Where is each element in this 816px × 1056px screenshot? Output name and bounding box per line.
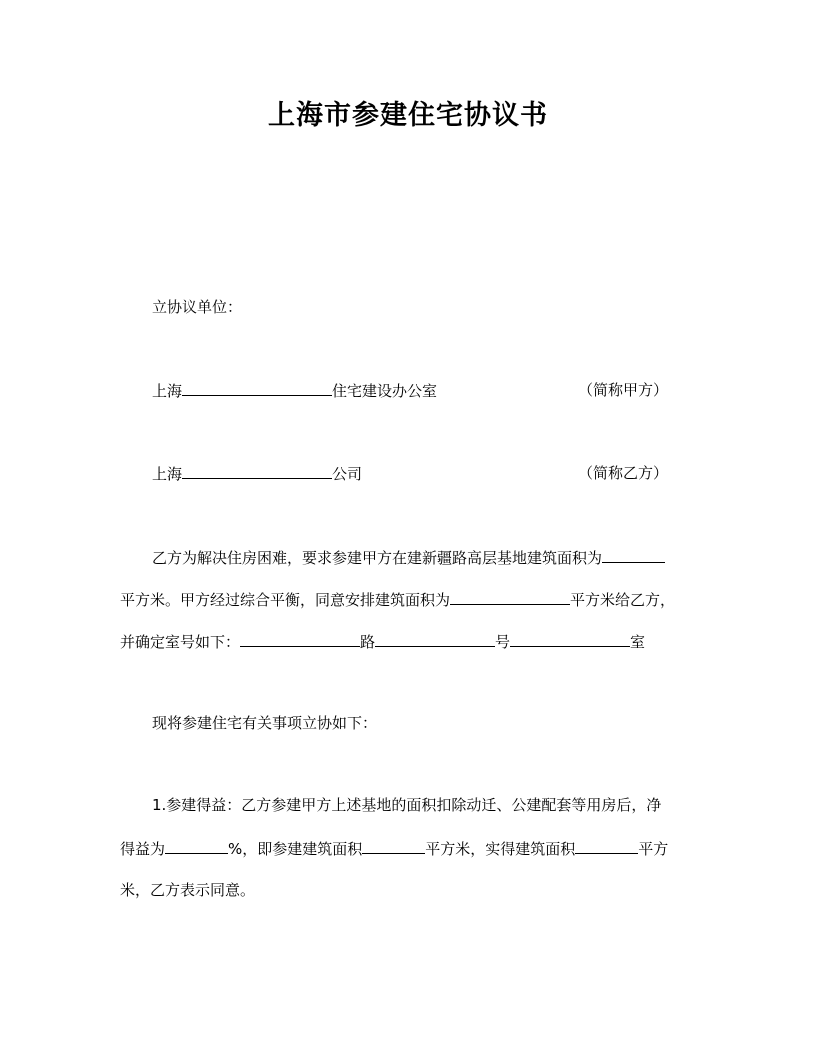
actual-area-blank bbox=[575, 837, 638, 854]
party-a-suffix: 住宅建设办公室 bbox=[332, 382, 438, 400]
para1-line2 bbox=[120, 588, 675, 611]
para1-number-label: 号 bbox=[495, 633, 511, 651]
party-a-name-blank bbox=[182, 379, 332, 396]
para2: 现将参建住宅有关事项立协如下： bbox=[152, 714, 378, 732]
participation-area-blank bbox=[362, 837, 425, 854]
party-a-short-name: （简称甲方） bbox=[578, 381, 669, 399]
item1-line2 bbox=[120, 837, 668, 860]
para1-text1: 乙方为解决住房困难，要求参建甲方在建新疆路高层基地建筑面积为 bbox=[152, 549, 603, 567]
net-benefit-percent-blank bbox=[165, 837, 228, 854]
document-title: 上海市参建住宅协议书 bbox=[268, 100, 548, 131]
item1-text2a: 得益为 bbox=[120, 840, 166, 858]
item1-text2b: %，即参建建筑面积 bbox=[228, 840, 363, 858]
item1-line1: 1.参建得益：乙方参建甲方上述基地的面积扣除动迁、公建配套等用房后，净 bbox=[152, 796, 662, 814]
road-blank bbox=[240, 630, 360, 647]
number-blank bbox=[375, 630, 495, 647]
party-a-line bbox=[152, 379, 437, 402]
para1-road-label: 路 bbox=[360, 633, 376, 651]
item1-text2c: 平方米，实得建筑面积 bbox=[425, 840, 576, 858]
room-blank bbox=[510, 630, 630, 647]
para1-line1 bbox=[152, 546, 665, 569]
para1-text3a: 并确定室号如下： bbox=[120, 633, 241, 651]
parties-label: 立协议单位： bbox=[152, 298, 243, 316]
item1-text2d: 平方 bbox=[638, 840, 669, 858]
party-b-short-name: （简称乙方） bbox=[578, 464, 669, 482]
para1-line3 bbox=[120, 630, 645, 653]
party-b-name-blank bbox=[182, 462, 332, 479]
allocated-area-blank bbox=[450, 588, 570, 605]
party-b-prefix: 上海 bbox=[152, 465, 183, 483]
party-a-prefix: 上海 bbox=[152, 382, 183, 400]
para1-text2b: 平方米给乙方， bbox=[570, 591, 676, 609]
party-b-line bbox=[152, 462, 362, 485]
para1-text2a: 平方米。甲方经过综合平衡，同意安排建筑面积为 bbox=[120, 591, 451, 609]
item1-line3: 米，乙方表示同意。 bbox=[120, 881, 256, 899]
para1-room-label: 室 bbox=[630, 633, 646, 651]
party-b-suffix: 公司 bbox=[332, 465, 363, 483]
total-area-blank bbox=[602, 546, 665, 563]
